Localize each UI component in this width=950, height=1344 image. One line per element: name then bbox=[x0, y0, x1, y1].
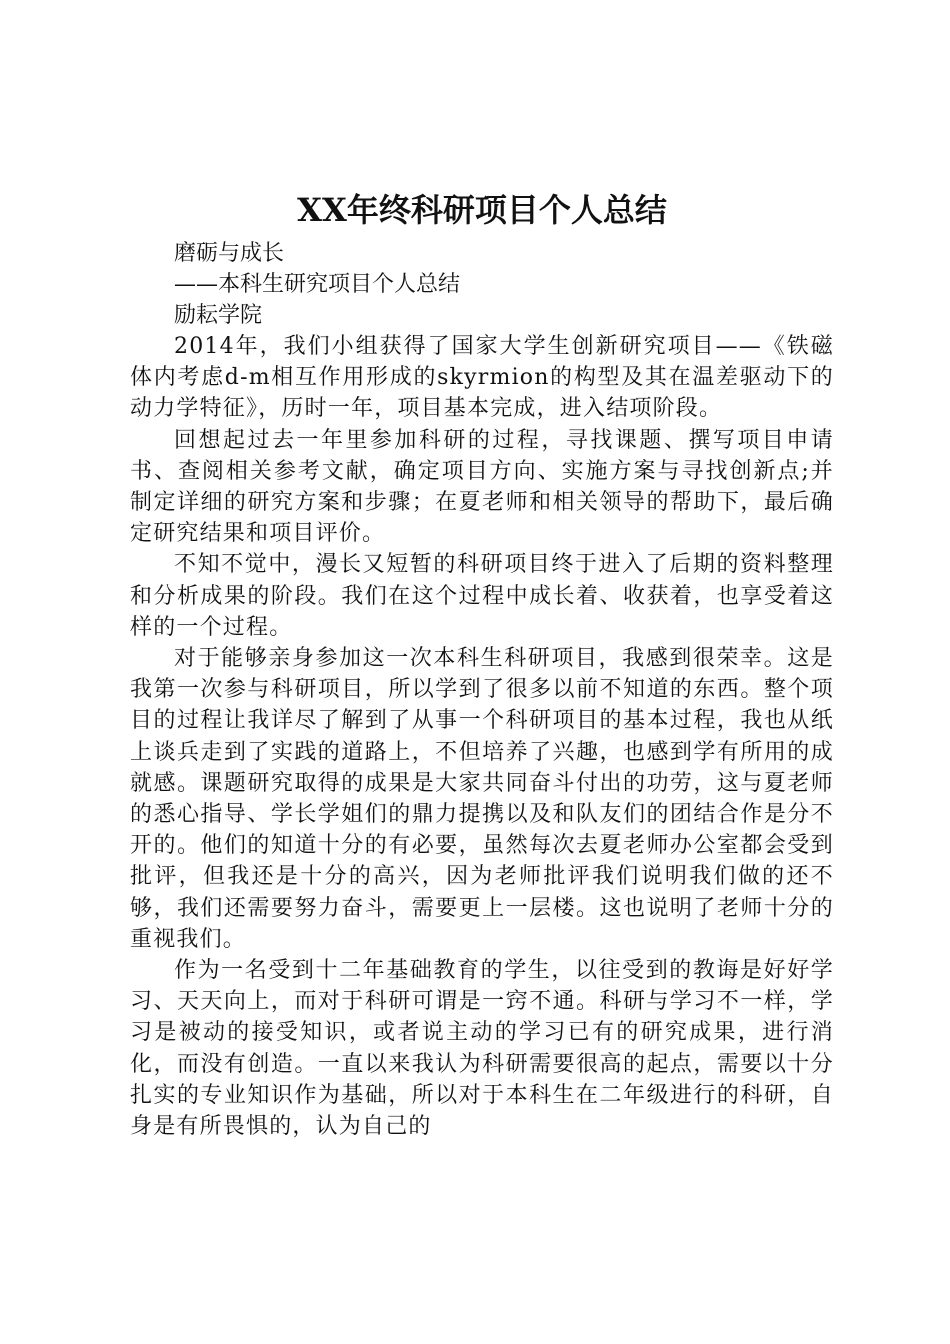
body-paragraph: 回想起过去一年里参加科研的过程，寻找课题、撰写项目申请书、查阅相关参考文献，确定项目方向、实施方案与寻找创新点;并制定详细的研究方案和步骤；在夏老师和相关领导的帮助下，最后确定研究结果和项目评价。 bbox=[130, 427, 834, 547]
body-paragraph: 2014年，我们小组获得了国家大学生创新研究项目——《铁磁体内考虑d-m相互作用形成的skyrmion的构型及其在温差驱动下的动力学特征》，历时一年，项目基本完成，进入结项阶段。 bbox=[130, 334, 834, 422]
document-page bbox=[130, 190, 834, 1142]
body-paragraph: 作为一名受到十二年基础教育的学生，以往受到的教诲是好好学习、天天向上，而对于科研可谓是一窍不通。科研与学习不一样，学习是被动的接受知识，或者说主动的学习已有的研究成果，进行消化，而没有创造。一直以来我认为科研需要很高的起点，需要以十分扎实的专业知识作为基础，所以对于本科生在二年级进行的科研，自身是有所畏惧的，认为自己的 bbox=[130, 958, 834, 1140]
document-title: XX年终科研项目个人总结 bbox=[297, 191, 667, 229]
author-affiliation: 励耘学院 bbox=[174, 303, 263, 328]
body-paragraph: 不知不觉中，漫长又短暂的科研项目终于进入了后期的资料整理和分析成果的阶段。我们在这个过程中成长着、收获着，也享受着这样的一个过程。 bbox=[130, 552, 834, 640]
body-paragraph: 对于能够亲身参加这一次本科生科研项目，我感到很荣幸。这是我第一次参与科研项目，所以学到了很多以前不知道的东西。整个项目的过程让我详尽了解到了从事一个科研项目的基本过程，我也从纸上谈兵走到了实践的道路上，不但培养了兴趣，也感到学有所用的成就感。课题研究取得的成果是大家共同奋斗付出的功劳，这与夏老师的悉心指导、学长学姐们的鼎力提携以及和队友们的团结合作是分不开的。他们的知道十分的有必要，虽然每次去夏老师办公室都会受到批评，但我还是十分的高兴，因为老师批评我们说明我们做的还不够，我们还需要努力奋斗，需要更上一层楼。这也说明了老师十分的重视我们。 bbox=[130, 646, 834, 952]
subtitle-line: 磨砺与成长 bbox=[174, 241, 285, 266]
subtitle-line: ——本科生研究项目个人总结 bbox=[174, 272, 461, 297]
